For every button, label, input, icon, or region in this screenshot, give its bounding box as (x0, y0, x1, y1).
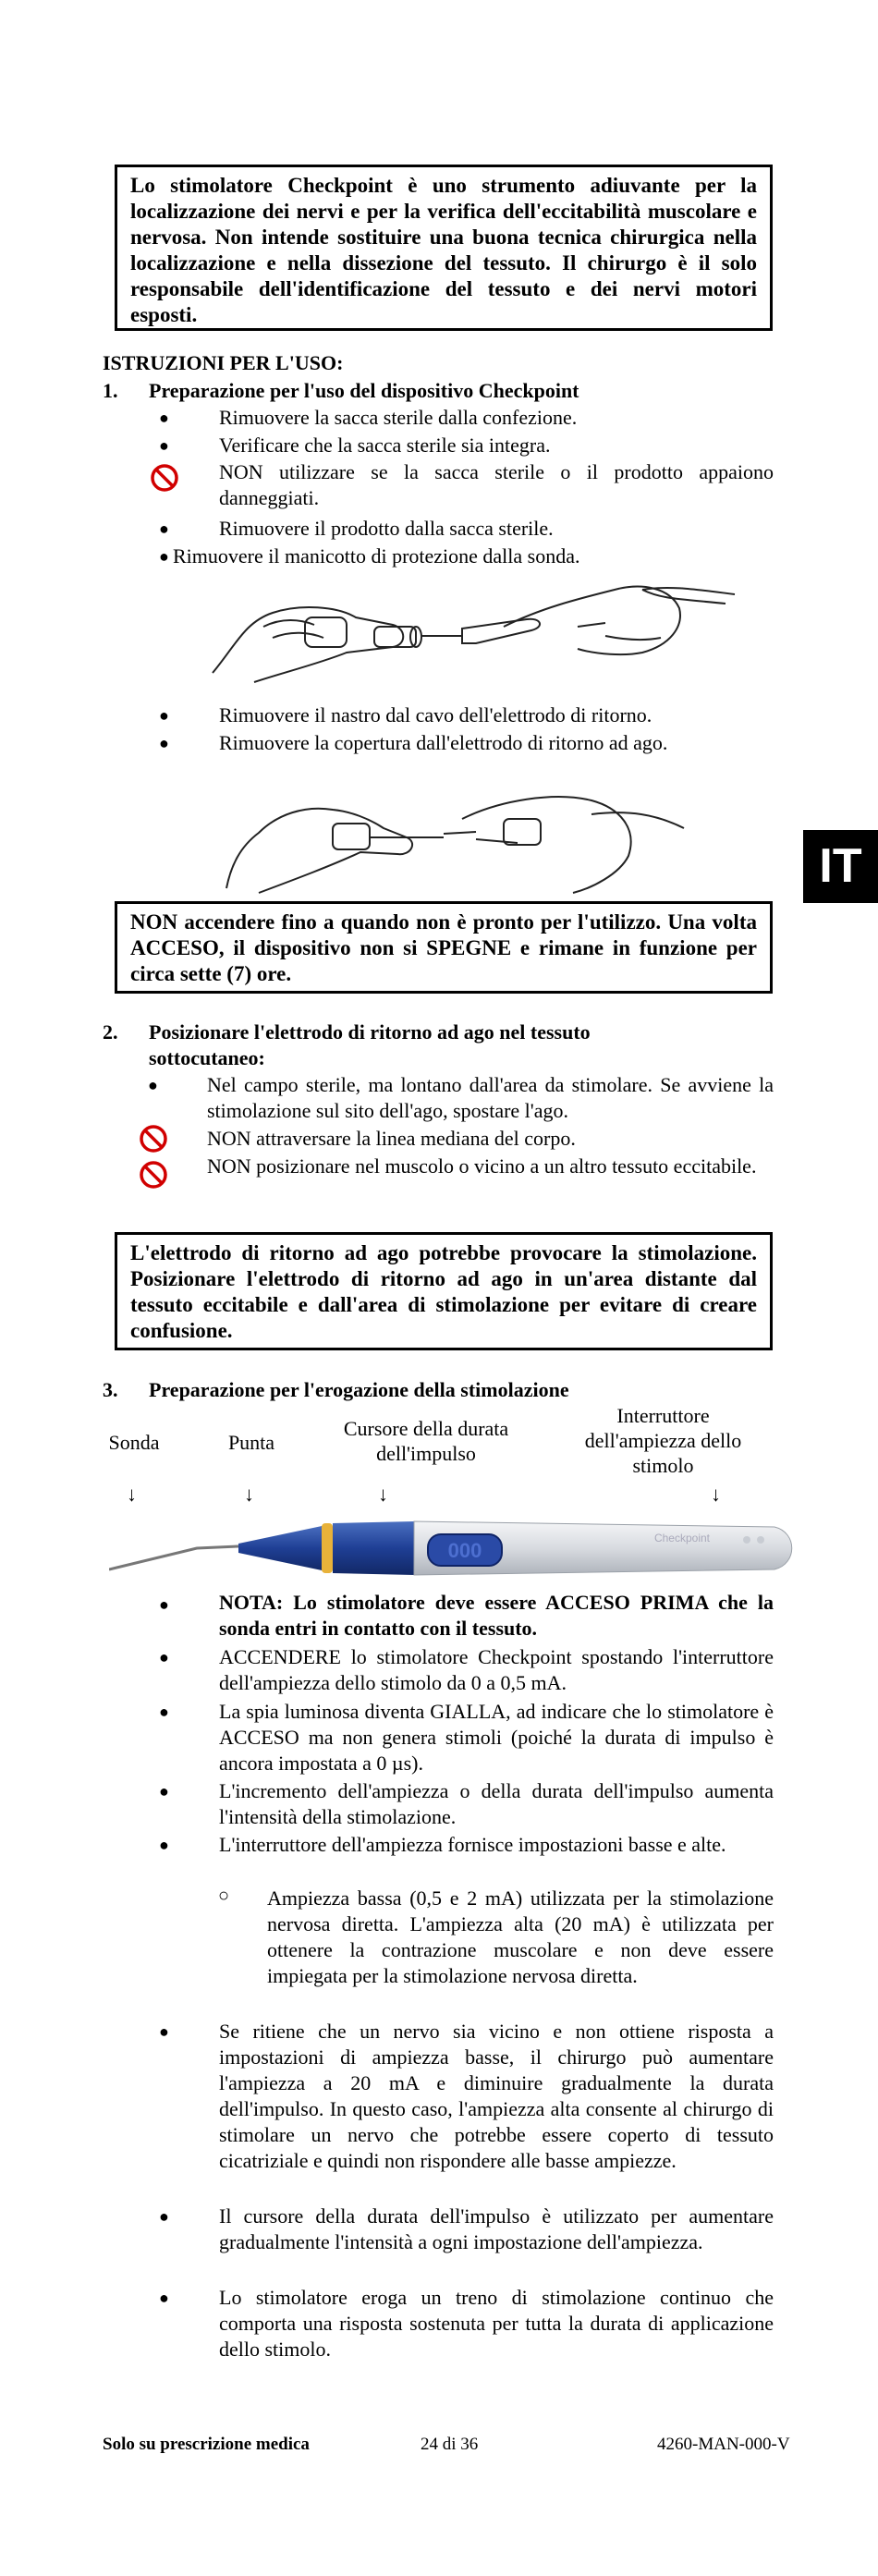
bullet: ● (159, 547, 169, 566)
bullet: ● (159, 436, 169, 455)
bullet: ● (159, 734, 169, 752)
arrow-down-icon: ↓ (711, 1483, 721, 1506)
bullet: ● (159, 409, 169, 427)
label-tip: Punta (227, 1431, 275, 1454)
bullet: ● (159, 706, 169, 725)
list-item: L'incremento dell'ampiezza o della durata dell'impulso aumenta l'intensità della stimolazione. (219, 1779, 774, 1828)
list-item: Il cursore della durata dell'impulso è utilizzato per aumentare gradualmente l'intensità a ogni impostazione dell'ampiezza. (219, 2204, 774, 2253)
section3-number: 3. (103, 1378, 118, 1401)
arrow-down-icon: ↓ (127, 1483, 137, 1506)
warning-text-intro: Lo stimolatore Checkpoint è uno strumento adiuvante per la localizzazione dei nervi e per la verifica dell'eccitabilità muscolare e nervosa. Non intende sostituire una buona tecnica chirurgica nella localizzazione e nella dissezione del tessuto. Il chirurgo è il solo responsabile dell'identificazione del tessuto e dei nervi motori esposti. (130, 174, 757, 326)
list-item: Rimuovere il prodotto dalla sacca sterile. (219, 517, 554, 540)
section1-number: 1. (103, 379, 118, 402)
list-item-warning: NON attraversare la linea mediana del corpo. (207, 1127, 576, 1150)
list-item: Rimuovere la copertura dall'elettrodo di ritorno ad ago. (219, 731, 668, 754)
bullet: ● (159, 2207, 169, 2226)
language-tab: IT (803, 830, 878, 903)
bullet: ● (148, 1076, 158, 1094)
label-amplitude-switch: Interruttore dell'ampiezza dello stimolo (584, 1404, 742, 1477)
bullet: ● (159, 1595, 169, 1614)
warning-box-power (115, 901, 773, 994)
prohibited-icon (150, 463, 179, 493)
list-item: ACCENDERE lo stimolatore Checkpoint spostando l'interruttore dell'ampiezza dello stimolo da 0 a 0,5 mA. (219, 1645, 774, 1694)
bullet: ● (159, 1782, 169, 1801)
arrow-down-icon: ↓ (244, 1483, 254, 1506)
list-item: Lo stimolatore eroga un treno di stimolazione continuo che comporta una risposta sostenuta per tutta la durata di applicazione dello stimolo. (219, 2286, 774, 2361)
list-item-warning: NON posizionare nel muscolo o vicino a un altro tessuto eccitabile. (207, 1154, 757, 1178)
list-item-warning: NON utilizzare se la sacca sterile o il prodotto appaiono danneggiati. (219, 460, 774, 509)
label-pulse-duration-slider: Cursore della durata dell'impulso (343, 1417, 509, 1465)
list-item: Nel campo sterile, ma lontano dall'area da stimolare. Se avviene la stimolazione sul sito dell'ago, spostare l'ago. (207, 1073, 774, 1122)
needle-cover-removal-illustration (222, 763, 693, 895)
warning-box-intro (115, 165, 773, 331)
arrow-down-icon: ↓ (378, 1483, 388, 1506)
list-item: La spia luminosa diventa GIALLA, ad indicare che lo stimolatore è ACCESO ma non genera stimoli (poiché la durata di impulso è ancora impostata a 0 µs). (219, 1700, 774, 1775)
bullet: ● (159, 2022, 169, 2041)
warning-box-electrode (115, 1232, 773, 1350)
bullet: ● (159, 1836, 169, 1854)
list-item: Rimuovere il manicotto di protezione dalla sonda. (173, 544, 580, 568)
warning-text-electrode: L'elettrodo di ritorno ad ago potrebbe provocare la stimolazione. Posizionare l'elettrodo di ritorno ad ago in un'area distante dal tessuto eccitabile e dall'area di stimolazione per evitare di creare confusione. (130, 1241, 757, 1342)
label-probe: Sonda (108, 1431, 160, 1454)
bullet: ● (159, 1648, 169, 1666)
warning-text-power: NON accendere fino a quando non è pronto per l'utilizzo. Una volta ACCESO, il dispositivo non si SPEGNE e rimane in funzione per circa sette (7) ore. (130, 910, 757, 985)
sub-list-item: Ampiezza bassa (0,5 e 2 mA) utilizzata per la stimolazione nervosa diretta. L'ampiezza alta (20 mA) è utilizzata per ottenere la contrazione muscolare e non deve essere impiegata per la stimolazione nervosa diretta. (267, 1886, 774, 1987)
section3-title: Preparazione per l'erogazione della stimolazione (149, 1378, 569, 1401)
list-item-note: NOTA: Lo stimolatore deve essere ACCESO PRIMA che la sonda entri in contatto con il tessuto. (219, 1591, 774, 1640)
list-item: Se ritiene che un nervo sia vicino e non ottiene risposta a impostazioni di ampiezza basse, il chirurgo può aumentare l'ampiezza a 20 mA e diminuire gradualmente la durata dell'impulso. In questo caso, l'ampiezza alta consente al chirurgo di stimolare un nervo che potrebbe essere coperto di tessuto cicatriziale e quindi non rispondere alle basse ampiezze. (219, 2020, 774, 2172)
prohibited-icon (139, 1160, 168, 1190)
footer-doc-code: 4260-MAN-000-V (657, 2435, 790, 2454)
sub-bullet: ○ (218, 1886, 230, 1906)
device-brand: Checkpoint (653, 1532, 711, 1544)
stimulator-device-illustration (109, 1507, 802, 1581)
prohibited-icon (139, 1124, 168, 1154)
sleeve-removal-illustration (208, 571, 739, 691)
footer-page-number: 24 di 36 (421, 2435, 479, 2454)
list-item: Rimuovere il nastro dal cavo dell'elettrodo di ritorno. (219, 703, 652, 726)
instructions-title: ISTRUZIONI PER L'USO: (103, 351, 344, 374)
bullet: ● (159, 1703, 169, 1721)
list-item: Rimuovere la sacca sterile dalla confezione. (219, 406, 578, 429)
section2-title: Posizionare l'elettrodo di ritorno ad ago nel tessuto sottocutaneo: (149, 1020, 591, 1069)
section2-number: 2. (103, 1020, 118, 1044)
section1-title: Preparazione per l'uso del dispositivo Checkpoint (149, 379, 579, 402)
list-item: L'interruttore dell'ampiezza fornisce impostazioni basse e alte. (219, 1833, 726, 1856)
svg-text:000: 000 (447, 1539, 482, 1562)
bullet: ● (159, 2289, 169, 2307)
footer-prescription: Solo su prescrizione medica (103, 2435, 310, 2454)
bullet: ● (159, 519, 169, 538)
list-item: Verificare che la sacca sterile sia integra. (219, 433, 551, 457)
